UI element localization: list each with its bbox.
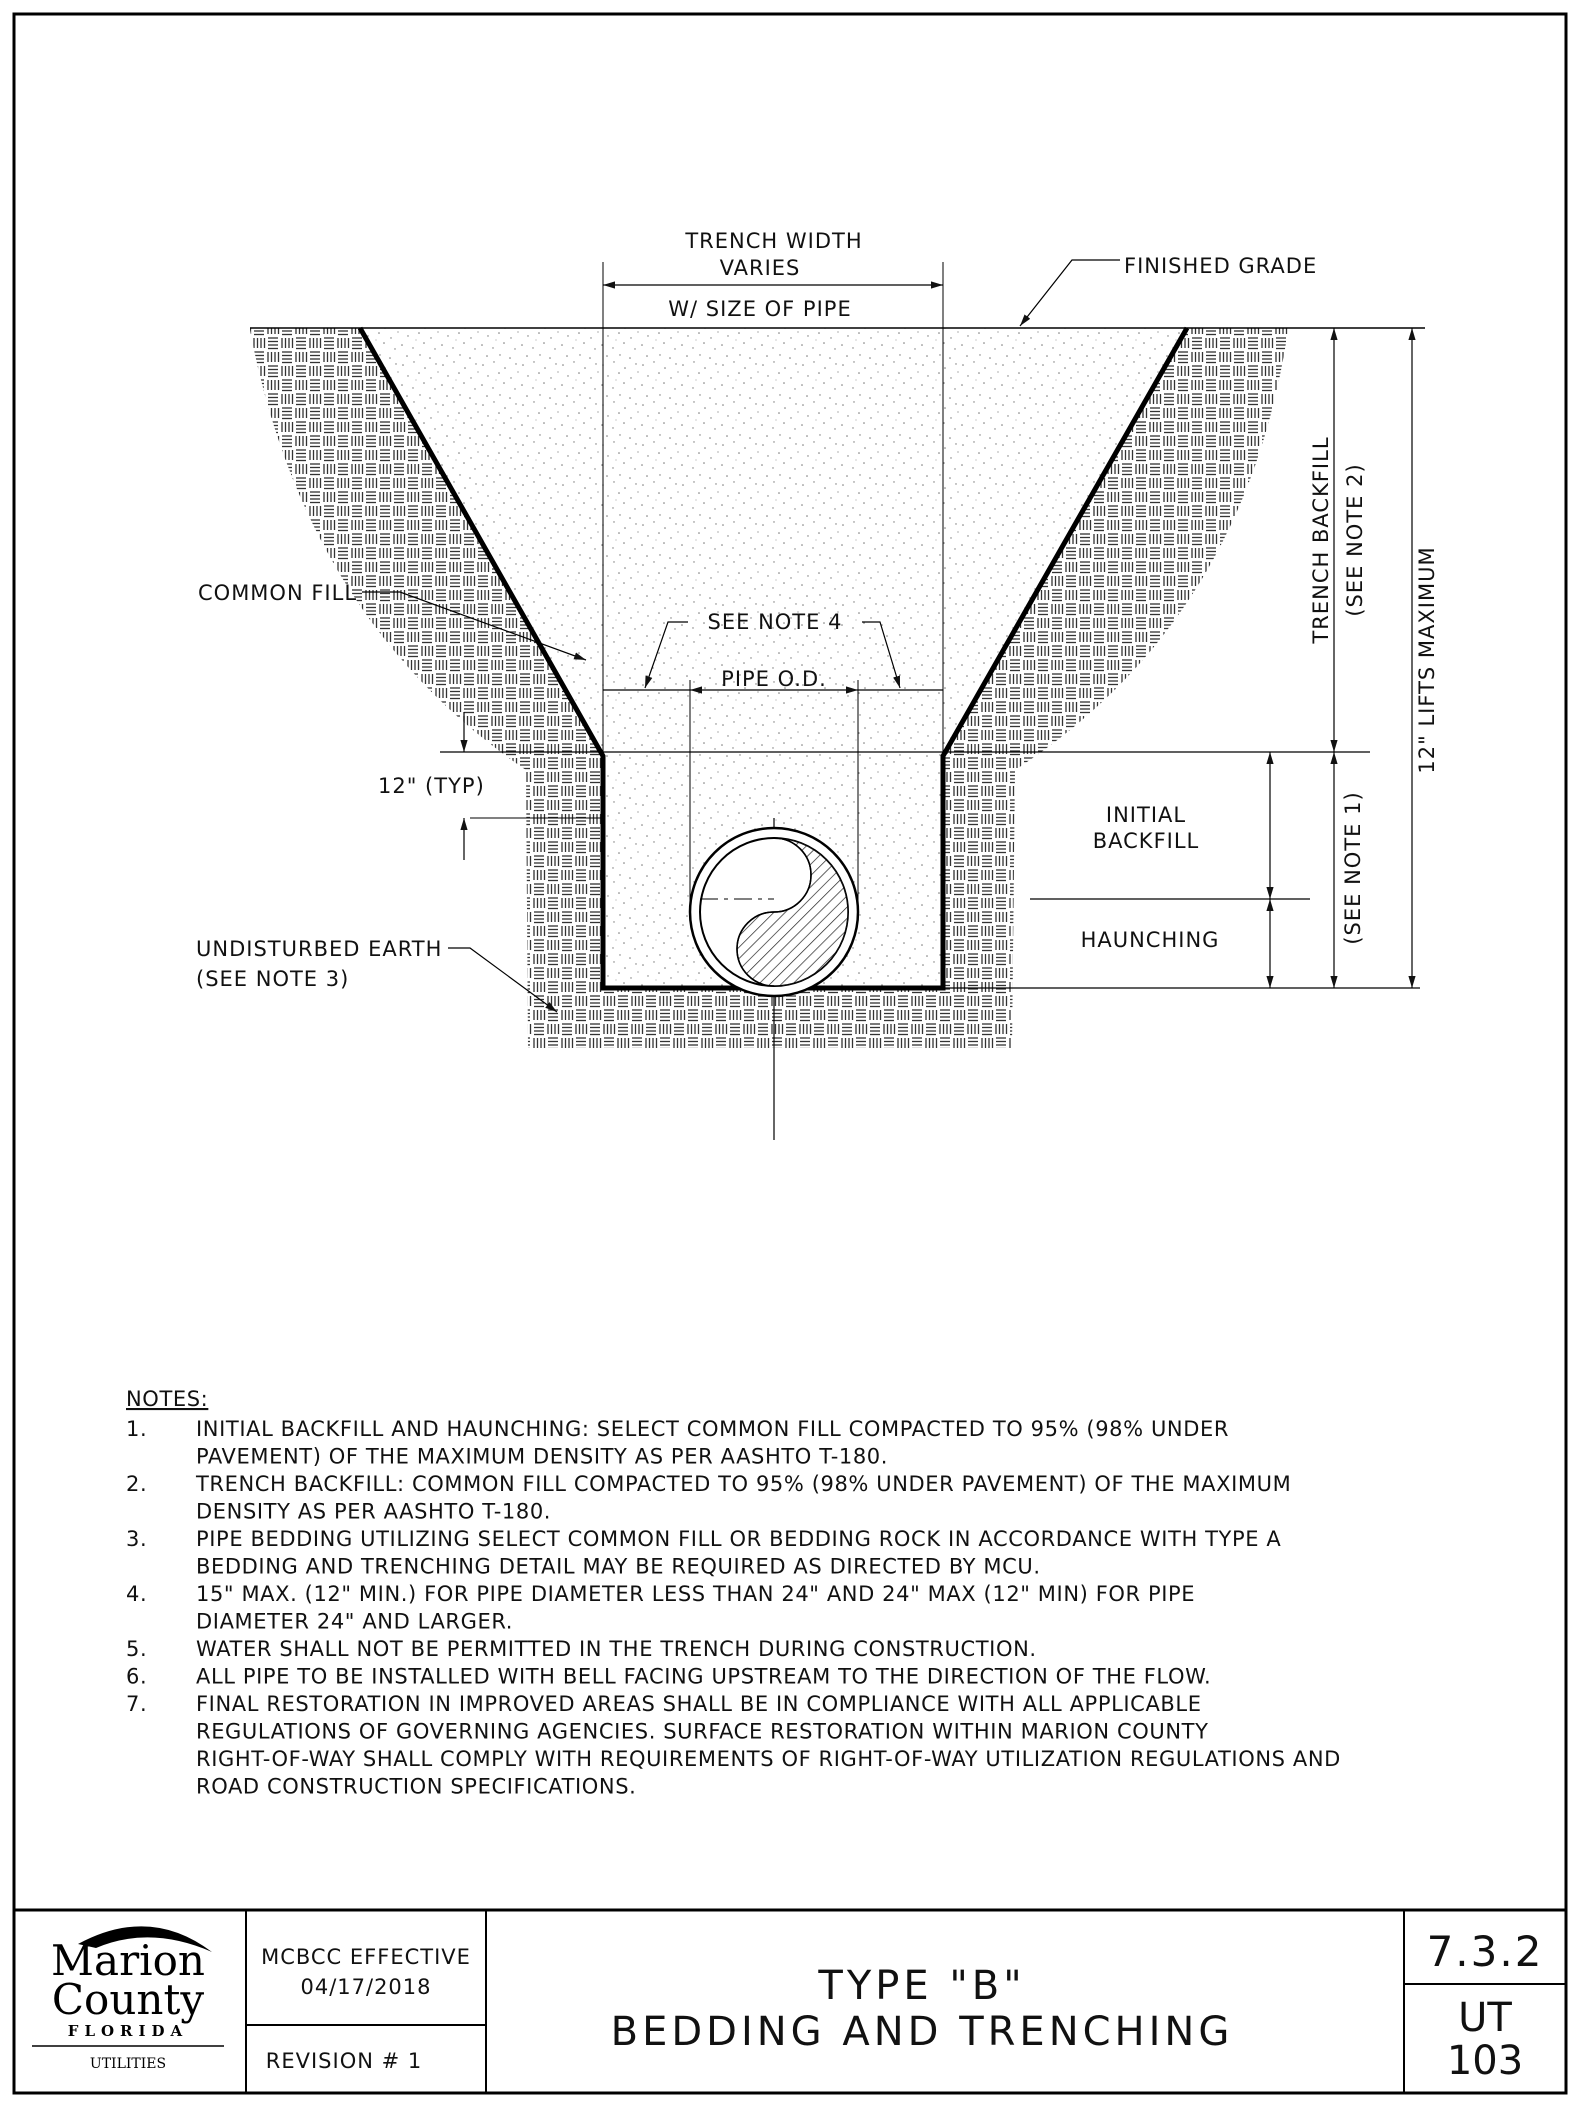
note-line: FINAL RESTORATION IN IMPROVED AREAS SHALL BE IN COMPLIANCE WITH ALL APPLICABLE: [196, 1692, 1202, 1716]
notes-block: [126, 1387, 1341, 1799]
effective-date: 04/17/2018: [300, 1975, 432, 1999]
trench-backfill-label-2: (SEE NOTE 2): [1343, 463, 1367, 617]
note-line: ROAD CONSTRUCTION SPECIFICATIONS.: [196, 1774, 637, 1799]
logo-marion: Marion: [51, 1936, 205, 1985]
note-number: 5.: [126, 1637, 148, 1661]
pipe: [690, 828, 858, 996]
undisturbed-earth-label: UNDISTURBED EARTH: [196, 937, 443, 961]
trench-backfill-label-1: TRENCH BACKFILL: [1309, 436, 1333, 644]
common-fill-label: COMMON FILL: [198, 581, 358, 605]
notes-heading: NOTES:: [126, 1387, 209, 1411]
code-ut: UT: [1458, 1995, 1512, 2041]
note-line: ALL PIPE TO BE INSTALLED WITH BELL FACING UPSTREAM TO THE DIRECTION OF THE FLOW.: [196, 1664, 1212, 1689]
typ-12-label: 12" (TYP): [378, 774, 485, 798]
haunching-label: HAUNCHING: [1080, 928, 1220, 952]
note-number: 6.: [126, 1664, 148, 1689]
revision-label: REVISION # 1: [265, 2049, 423, 2073]
marion-county-logo: [32, 1926, 224, 2072]
trench-width-label-2: VARIES: [719, 256, 801, 280]
note-line: INITIAL BACKFILL AND HAUNCHING: SELECT COMMON FILL COMPACTED TO 95% (98% UNDER: [196, 1417, 1230, 1441]
effective-label: MCBCC EFFECTIVE: [261, 1945, 471, 1969]
note-line: REGULATIONS OF GOVERNING AGENCIES. SURFACE RESTORATION WITHIN MARION COUNTY: [196, 1719, 1209, 1744]
finished-grade-leader: [1020, 260, 1120, 326]
see-note-1-label: (SEE NOTE 1): [1341, 791, 1365, 945]
note-number: 1.: [126, 1417, 148, 1441]
note-line: WATER SHALL NOT BE PERMITTED IN THE TRENCH DURING CONSTRUCTION.: [196, 1637, 1037, 1661]
note-number: 3.: [126, 1527, 148, 1551]
index-number: 7.3.2: [1426, 1927, 1544, 1976]
note-line: PIPE BEDDING UTILIZING SELECT COMMON FILL OR BEDDING ROCK IN ACCORDANCE WITH TYPE A: [196, 1527, 1282, 1551]
logo-county: County: [51, 1975, 205, 2024]
trench-width-label-3: W/ SIZE OF PIPE: [668, 297, 852, 321]
undisturbed-note-label: (SEE NOTE 3): [196, 967, 350, 991]
note-line: BEDDING AND TRENCHING DETAIL MAY BE REQUIRED AS DIRECTED BY MCU.: [196, 1554, 1041, 1579]
note-number: 2.: [126, 1472, 148, 1496]
finished-grade-label: FINISHED GRADE: [1124, 254, 1318, 278]
drawing-title-2: BEDDING AND TRENCHING: [610, 2009, 1234, 2055]
initial-backfill-label-1: INITIAL: [1105, 803, 1187, 827]
note-line: TRENCH BACKFILL: COMMON FILL COMPACTED TO 95% (98% UNDER PAVEMENT) OF THE MAXIMUM: [196, 1472, 1292, 1496]
note-line: PAVEMENT) OF THE MAXIMUM DENSITY AS PER AASHTO T-180.: [196, 1444, 889, 1469]
note-line: RIGHT-OF-WAY SHALL COMPLY WITH REQUIREMENTS OF RIGHT-OF-WAY UTILIZATION REGULATIONS AND: [196, 1747, 1341, 1771]
pipe-od-label: PIPE O.D.: [721, 667, 827, 691]
trench-width-label-1: TRENCH WIDTH: [685, 229, 863, 253]
title-block: [14, 1910, 1566, 2093]
see-note-4-label: SEE NOTE 4: [707, 610, 843, 634]
note-number: 7.: [126, 1692, 148, 1716]
code-number: 103: [1446, 2038, 1524, 2084]
lifts-max-label: 12" LIFTS MAXIMUM: [1415, 546, 1439, 774]
note-line: 15" MAX. (12" MIN.) FOR PIPE DIAMETER LESS THAN 24" AND 24" MAX (12" MIN) FOR PIPE: [196, 1582, 1196, 1606]
drawing-title-1: TYPE "B": [818, 1963, 1026, 2009]
note-line: DENSITY AS PER AASHTO T-180.: [196, 1499, 552, 1524]
note-number: 4.: [126, 1582, 148, 1606]
trench-section: [196, 229, 1439, 1140]
initial-backfill-label-2: BACKFILL: [1092, 829, 1200, 853]
logo-florida: FLORIDA: [67, 2022, 189, 2040]
notes-list: [126, 1417, 1341, 1799]
logo-utilities: UTILITIES: [89, 2056, 167, 2072]
note-line: DIAMETER 24" AND LARGER.: [196, 1609, 514, 1634]
